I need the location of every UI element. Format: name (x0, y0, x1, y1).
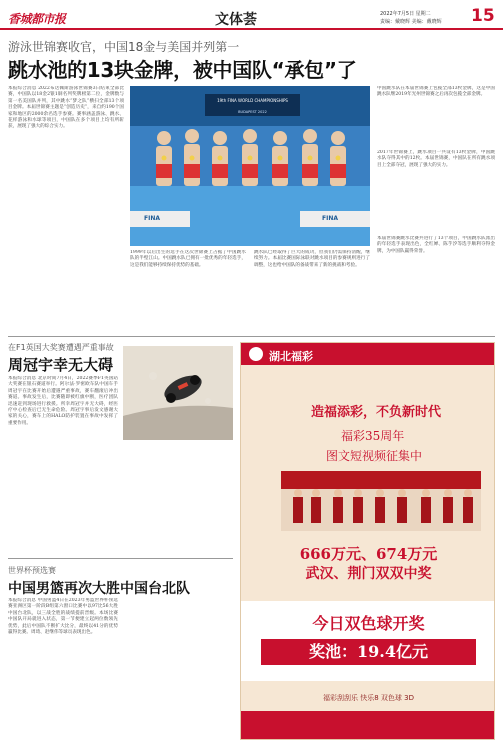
page-number: 15 (471, 6, 495, 26)
article-text-col2: 1999年以后出生的选手在这次世锦赛上占据了中国跳水队的半壁江山。中国跳水队已拥有一批优秀的年轻选手，这是我们能够持续保持优势的基础。 (130, 250, 246, 268)
ad-slogan-2: 福彩35周年 (341, 429, 405, 443)
ad-slogan-1: 造福添彩，不负新时代 (311, 405, 442, 420)
article3-text-cont (123, 598, 233, 740)
section-title: 文体荟 (215, 12, 257, 28)
article-text-col1: 本报综合消息 2022布达佩斯游泳世锦赛3日结束全部比赛，中国队以18金2银1铜名列奖牌榜第二位，金牌数与第一名美国队并列，其中跳水“梦之队”横扫全部13个项目金牌。本届世锦赛主题是“创造历史”，来自约190个国家和地区的2000余名选手参赛。赛事涵盖游泳、跳水、花样游泳和水球等项目，中国队在多个项目上均有所斩获，展现了强大的综合实力。 (8, 86, 124, 130)
header-rule (0, 28, 503, 30)
article-headline: 跳水池的13块金牌，被中国队“承包”了 (8, 58, 357, 82)
article2-text: 本报综合消息 北京时间7月4日，2022赛季F1英国站大奖赛在银石赛道举行。阿尔法·罗密欧车队中国车手周冠宇在比赛开始后遭遇严重事故，赛车翻滚后冲出赛道。事故发生后，比赛随即被红旗中断，医疗团队迅速赶到现场进行救援。所幸周冠宇并无大碍，经医疗中心检查后已无生命危险。周冠宇事后发文感谢大家的关心，赛车上的HALO防护装置在事故中发挥了重要作用。 (8, 376, 118, 426)
article2-headline: 周冠宇幸无大碍 (8, 356, 114, 374)
ad-logo-icon (249, 347, 263, 361)
article2-kicker: 在F1英国大奖赛遭遇严重事故 (8, 343, 114, 352)
ad-prize: 666万元、674万元 (299, 545, 438, 563)
photo-brand-left: FINA (144, 215, 160, 222)
ad-game-title: 今日双色球开奖 (312, 614, 425, 633)
ad-footer-bar (241, 711, 495, 739)
ad-event-photo (281, 471, 481, 531)
ad-brand: 湖北福彩 (269, 350, 313, 363)
masthead-logo: 香城都市报 (8, 12, 66, 26)
article3-headline: 中国男篮再次大胜中国台北队 (8, 581, 190, 597)
ad-place: 武汉、荆门双双中奖 (305, 566, 432, 582)
diving-photo (130, 86, 370, 246)
ad-pool: 奖池：19.4亿元 (261, 639, 476, 665)
article3-kicker: 世界杯预选赛 (8, 566, 56, 575)
ad-crowd-image (281, 471, 481, 531)
date-line: 2022年7月5日 星期二 (380, 11, 431, 17)
ad-pool-box (241, 601, 495, 681)
ad-footer-apps: 福彩刮刮乐 快乐8 双色球 3D (323, 694, 414, 702)
lottery-ad[interactable] (240, 342, 495, 740)
section-divider-2 (8, 558, 233, 559)
f1-crash-image (123, 346, 233, 440)
ad-slogan-3: 图文短视频征集中 (326, 449, 423, 463)
article-text-col3: 跳水队已经取得了巨大的成功，但我们仍需保持清醒，继续努力。本届比赛国际泳联对跳水项目的参赛规则进行了调整，这也给中国队的备战带来了新的挑战和考验。 (254, 250, 370, 268)
article-text-right3: 本届世锦赛跳水比赛共进行了13个项目，中国跳水队派出的年轻选手表现出色，全红婵、陈芋汐等选手顺利夺得金牌，为中国队赢得荣誉。 (377, 236, 495, 254)
f1-photo (123, 346, 233, 440)
article-kicker: 游泳世锦赛收官，中国18金与美国并列第一 (8, 40, 240, 54)
article3-text: 本报综合消息 中国男篮4日在2023年男篮世界杯预选赛亚洲区第一阶段B组第六窗口比赛中以97比56大胜中国台北队，以三战全胜的战绩提前晋级。本场比赛中国队开局就进入状态，第一节便建立起两位数领先优势，此后中国队不断扩大比分，最终以41分的优势赢得比赛。周琦、赵继伟等球员表现出色。 (8, 598, 118, 636)
article-text-right2: 2017年世锦赛上，跳水项目一共设有13枚金牌，中国跳水队夺得其中的12枚。本届世锦赛，中国队在所有跳水项目上全部夺冠，展现了强大的实力。 (377, 150, 495, 168)
editor-line: 责编：戴晓辉 美编：戴晓辉 (380, 19, 442, 25)
photo-board-sub: BUDAPEST 2022 (238, 110, 267, 114)
article2-text-cont (123, 445, 233, 555)
article-text-right1: 中国跳水队在本届世锦赛上包揽全部13枚金牌，这是中国跳水队继2019年光州世锦赛之后再次包揽全部金牌。 (377, 86, 495, 98)
photo-brand-right: FINA (322, 215, 338, 222)
section-divider (8, 336, 495, 337)
photo-board-title: 19th FINA WORLD CHAMPIONSHIPS (217, 98, 288, 103)
